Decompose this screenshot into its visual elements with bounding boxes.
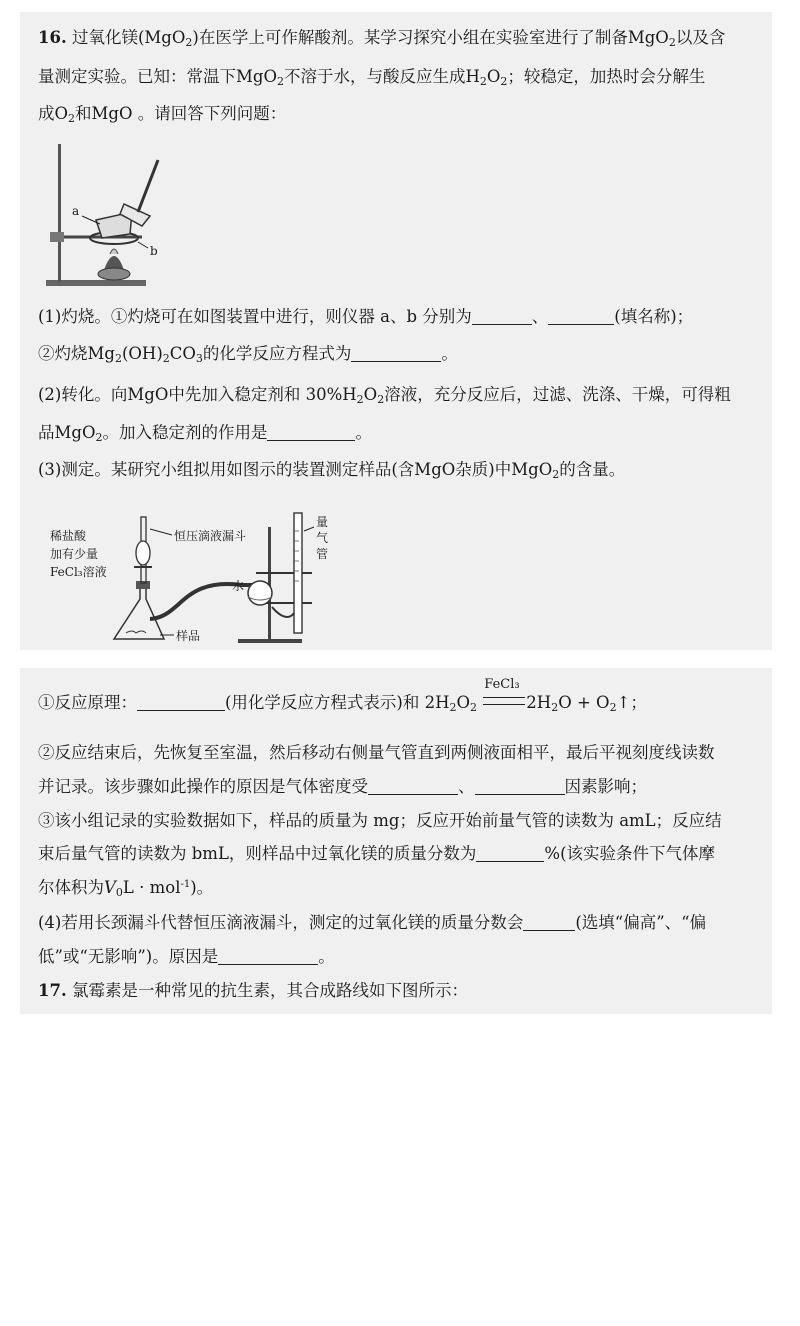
answer-blank-factor-1[interactable]	[368, 776, 458, 795]
figure2-label-tube-2: 气	[316, 531, 329, 545]
answer-blank-instrument-b[interactable]	[548, 306, 614, 325]
question-16-card-bottom	[20, 668, 772, 1014]
q16-part1-line1: (1)灼烧。①灼烧可在如图装置中进行，则仪器 a、b 分别为 、 (填名称)；	[38, 307, 694, 326]
q16-reaction-principle: ①反应原理： (用化学反应方程式表示)和 $2H_2O_2$ FeCl₃ $2H_2O$ + $O_2↑$；	[38, 677, 647, 714]
catalyst-arrow: FeCl₃	[482, 690, 526, 716]
q16-step3-line2: 束后量气管的读数为 bmL，则样品中过氧化镁的质量分数为 %(该实验条件下气体摩	[38, 844, 716, 863]
q16-intro-line2: 量测定实验。已知：常温下MgO$_2$不溶于水，与酸反应生成$H_2O_2$；较稳定，加热时会分解生	[38, 67, 706, 88]
answer-blank-reaction-equation[interactable]	[137, 692, 225, 711]
figure2-label-water: 水	[232, 579, 245, 593]
figure2-label-acid-1: 稀盐酸	[50, 529, 87, 543]
q17-intro: 17. 氯霉素是一种常见的抗生素，其合成路线如下图所示：	[38, 981, 468, 1000]
question-16-card-top	[20, 12, 772, 650]
answer-blank-effect[interactable]	[523, 912, 575, 931]
q16-part1-line2: ②灼烧$Mg_2(OH)_2CO_3$的化学反应方程式为 。	[38, 344, 458, 365]
figure2-label-sample: 样品	[176, 629, 201, 643]
answer-blank-reason[interactable]	[218, 946, 318, 965]
q16-step2-line1: ②反应结束后，先恢复至室温，然后移动右侧量气管直到两侧液面相平，最后平视刻度线读数	[38, 743, 715, 762]
q16-number: 16.	[38, 28, 67, 47]
answer-blank-factor-2[interactable]	[475, 776, 565, 795]
q16-part2-line2: 品MgO$_2$。加入稳定剂的作用是 。	[38, 423, 372, 444]
q16-part2-line1: (2)转化。向MgO中先加入稳定剂和 $30\%H_2O_2$溶液，充分反应后，过滤、洗涤、干燥，可得粗	[38, 385, 731, 406]
figure2-label-tube-1: 量	[316, 515, 329, 529]
q16-intro-line1: 16. 过氧化镁(MgO$_2$)在医学上可作解酸剂。某学习探究小组在实验室进行了制备MgO$_2$以及含	[38, 28, 726, 49]
q16-step2-line2: 并记录。该步骤如此操作的原因是气体密度受 、 因素影响；	[38, 777, 647, 796]
q16-part4-line1: (4)若用长颈漏斗代替恒压滴液漏斗，测定的过氧化镁的质量分数会 (选填“偏高”、“偏	[38, 913, 707, 932]
answer-blank-instrument-a[interactable]	[472, 306, 532, 325]
figure-crucible-apparatus	[42, 142, 172, 292]
figure2-label-acid-2: 加有少量	[50, 547, 99, 561]
figure2-label-funnel: 恒压滴液漏斗	[174, 529, 247, 543]
figure2-label-acid-3: FeCl₃溶液	[50, 565, 107, 579]
q17-number: 17.	[38, 981, 67, 1000]
figure-gas-measurement-apparatus	[42, 507, 342, 647]
answer-blank-mass-fraction[interactable]	[476, 843, 544, 862]
q16-part3-line1: (3)测定。某研究小组拟用如图示的装置测定样品(含MgO杂质)中MgO$_2$的含量。	[38, 460, 626, 481]
q16-intro-line3: 成$O_2$和MgO 。请回答下列问题：	[38, 104, 287, 125]
figure1-label-b: b	[150, 244, 158, 258]
q16-step3-line3: 尔体积为$V_0L \cdot mol^{-1}$)。	[38, 878, 214, 899]
answer-blank-combustion-equation[interactable]	[351, 343, 441, 362]
figure2-label-tube-3: 管	[316, 547, 329, 561]
figure1-label-a: a	[72, 204, 80, 218]
q16-step3-line1: ③该小组记录的实验数据如下，样品的质量为 mg；反应开始前量气管的读数为 amL；反应结	[38, 811, 722, 830]
answer-blank-stabilizer-role[interactable]	[267, 422, 355, 441]
q16-part4-line2: 低”或“无影响”)。原因是 。	[38, 947, 335, 966]
